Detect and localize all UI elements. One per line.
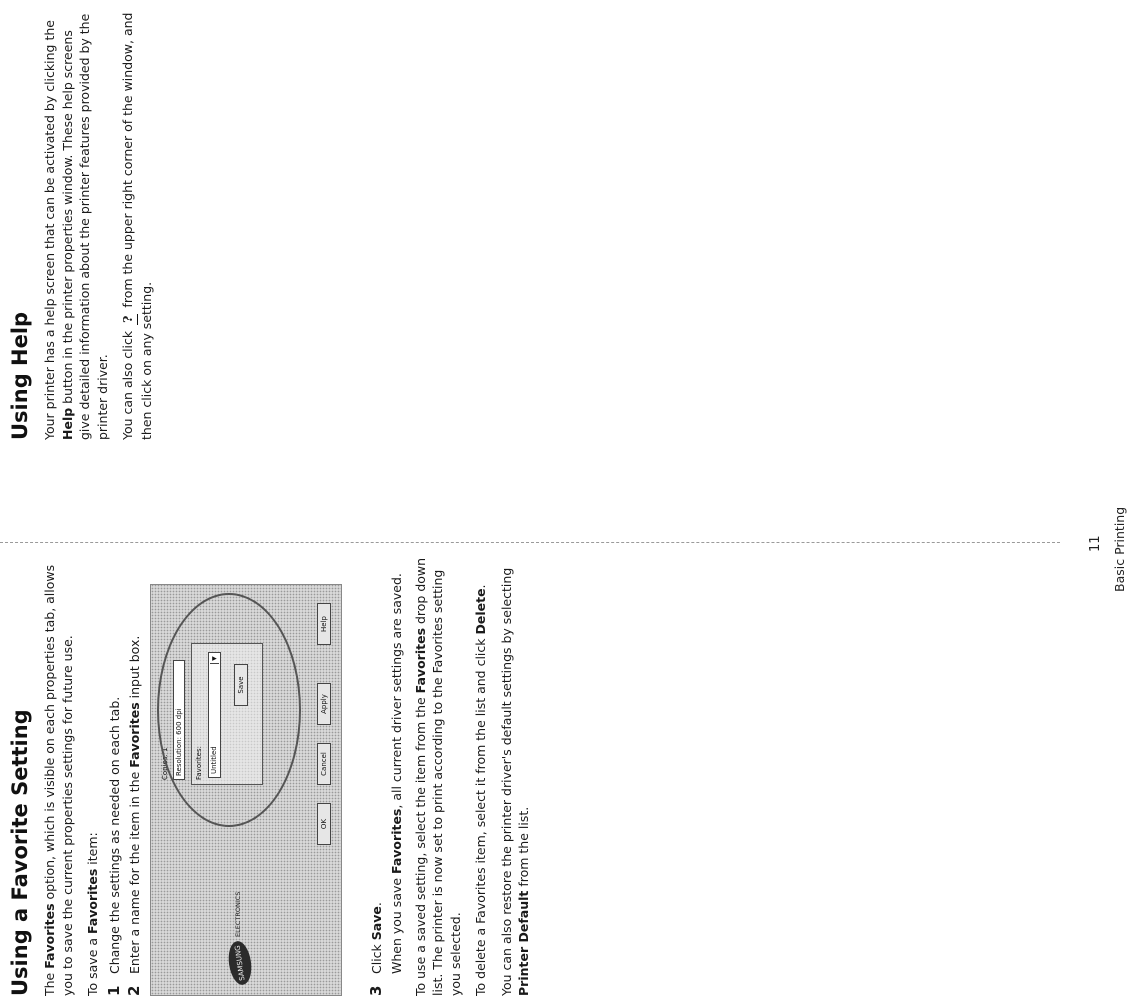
section-label: Basic Printing xyxy=(1112,506,1127,592)
ok-button[interactable]: OK xyxy=(317,803,331,845)
apply-button[interactable]: Apply xyxy=(317,683,331,725)
favorite-intro: The Favorites option, which is visible on each properties tab, allows you to save the current properties settings for future use. xyxy=(42,564,75,996)
footer-section xyxy=(1112,452,1127,592)
step-number: 2 xyxy=(125,985,143,996)
step-3-note: When you save Favorites, all current driver settings are saved. xyxy=(389,573,404,974)
favorite-restore: You can also restore the printer driver's default settings by selecting Printer Default from the list. xyxy=(498,567,531,996)
step-3 xyxy=(368,546,386,996)
favorite-title: Using a Favorite Setting xyxy=(8,709,32,996)
favorites-save-button[interactable]: Save xyxy=(234,664,248,706)
dropdown-arrow-icon: ▼ xyxy=(210,654,219,664)
favorite-section xyxy=(10,546,541,996)
favorites-label: Favorites: xyxy=(194,746,203,780)
step-number: 1 xyxy=(104,985,123,996)
help-button[interactable]: Help xyxy=(317,603,331,645)
copies-label: Copies: 1 xyxy=(160,747,169,780)
cancel-button[interactable]: Cancel xyxy=(317,743,331,785)
page-divider xyxy=(0,542,1060,543)
step-number: 3 xyxy=(366,985,385,996)
step-2 xyxy=(126,546,144,996)
help-paragraph-1: Your printer has a help screen that can be activated by clicking the Help button in the printer properties window. These help screens give detailed information about the printer features provided by the printer driver. xyxy=(42,13,110,440)
resolution-field: Resolution: 600 dpi xyxy=(173,660,185,780)
help-section xyxy=(10,0,163,440)
footer xyxy=(1088,432,1103,552)
favorite-use: To use a saved setting, select the item from the Favorites drop down list. The printer is now set to print according to the Favorites setting you selected. xyxy=(412,557,463,996)
highlight-oval xyxy=(157,593,301,827)
help-title: Using Help xyxy=(8,311,32,440)
favorites-value: Untitled xyxy=(209,746,218,774)
driver-screenshot xyxy=(150,584,342,996)
help-question-icon: ? xyxy=(119,314,138,325)
page-number: 11 xyxy=(1088,535,1103,552)
favorite-delete: To delete a Favorites item, select it from the list and click Delete. xyxy=(473,584,488,996)
step-text: Click Save. xyxy=(368,902,384,974)
step-1 xyxy=(106,546,124,996)
step-text: Enter a name for the item in the Favorites input box. xyxy=(127,635,142,974)
samsung-logo-subtitle: ELECTRONICS xyxy=(233,891,242,937)
samsung-logo: SAMSUNG xyxy=(226,940,254,987)
favorite-save-intro: To save a Favorites item: xyxy=(85,832,100,996)
step-text: Change the settings as needed on each tab. xyxy=(106,696,122,974)
help-paragraph-2: You can also click ? from the upper right corner of the window, and then click on any setting. xyxy=(120,12,154,440)
